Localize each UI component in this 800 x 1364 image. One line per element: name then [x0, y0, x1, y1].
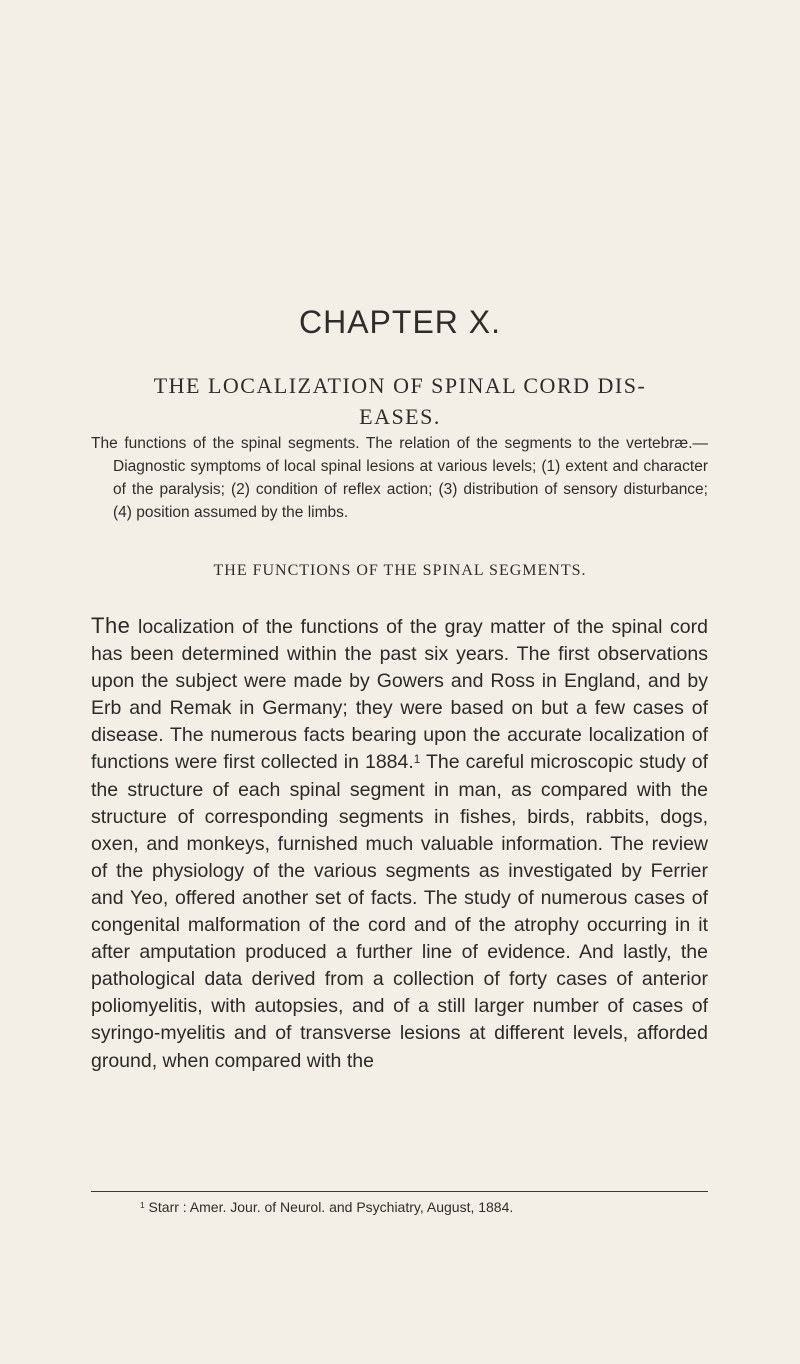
- footnote-text: Starr : Amer. Jour. of Neurol. and Psychiatry, August, 1884.: [144, 1199, 514, 1215]
- footnote-divider: [91, 1191, 708, 1192]
- chapter-title-line-2: EASES.: [359, 404, 441, 429]
- body-text-part-2: The careful microscopic study of the structure of each spinal segment in man, as compared with the structure of corresponding segments in fishes, birds, rabbits, dogs, oxen, and monkeys, furnished much valuable information. The review of the physiology of the various segments as investigated by Ferrier and Yeo, offered another set of facts. The study of numerous cases of congenital malformation of the cord and of the atrophy occurring in it after amputation produced a further line of evidence. And lastly, the pathological data derived from a collection of forty cases of anterior poliomyelitis, with autopsies, and of a still larger number of cases of syringo-myelitis and of transverse lesions at different levels, afforded ground, when compared with the: [91, 751, 708, 1072]
- section-heading: THE FUNCTIONS OF THE SPINAL SEGMENTS.: [213, 562, 587, 579]
- footnote: [140, 1199, 700, 1215]
- chapter-title: [120, 370, 680, 432]
- lead-word: The: [91, 613, 131, 638]
- body-text-part-1: localization of the functions of the gray matter of the spinal cord has been determined within the past six years. The first observations upon the subject were made by Gowers and Ross in England, and by Erb and Remak in Germany; they were based on but a few cases of disease. The numerous facts bearing upon the accurate localization of functions were first collected in 1884.: [91, 616, 708, 774]
- chapter-heading: CHAPTER X.: [298, 304, 502, 340]
- chapter-synopsis: The functions of the spinal segments. The relation of the segments to the vertebræ.—Diagnostic symptoms of local spinal lesions at various levels; (1) extent and character of the paralysis; (2) condition of reflex action; (3) distribution of sensory disturbance; (4) position assumed by the limbs.: [91, 435, 708, 521]
- body-paragraph: [91, 612, 708, 1075]
- chapter-title-line-1: THE LOCALIZATION OF SPINAL CORD DIS-: [153, 373, 647, 398]
- footnote-reference: 1: [413, 753, 421, 767]
- footnote-marker: 1: [140, 1200, 145, 1211]
